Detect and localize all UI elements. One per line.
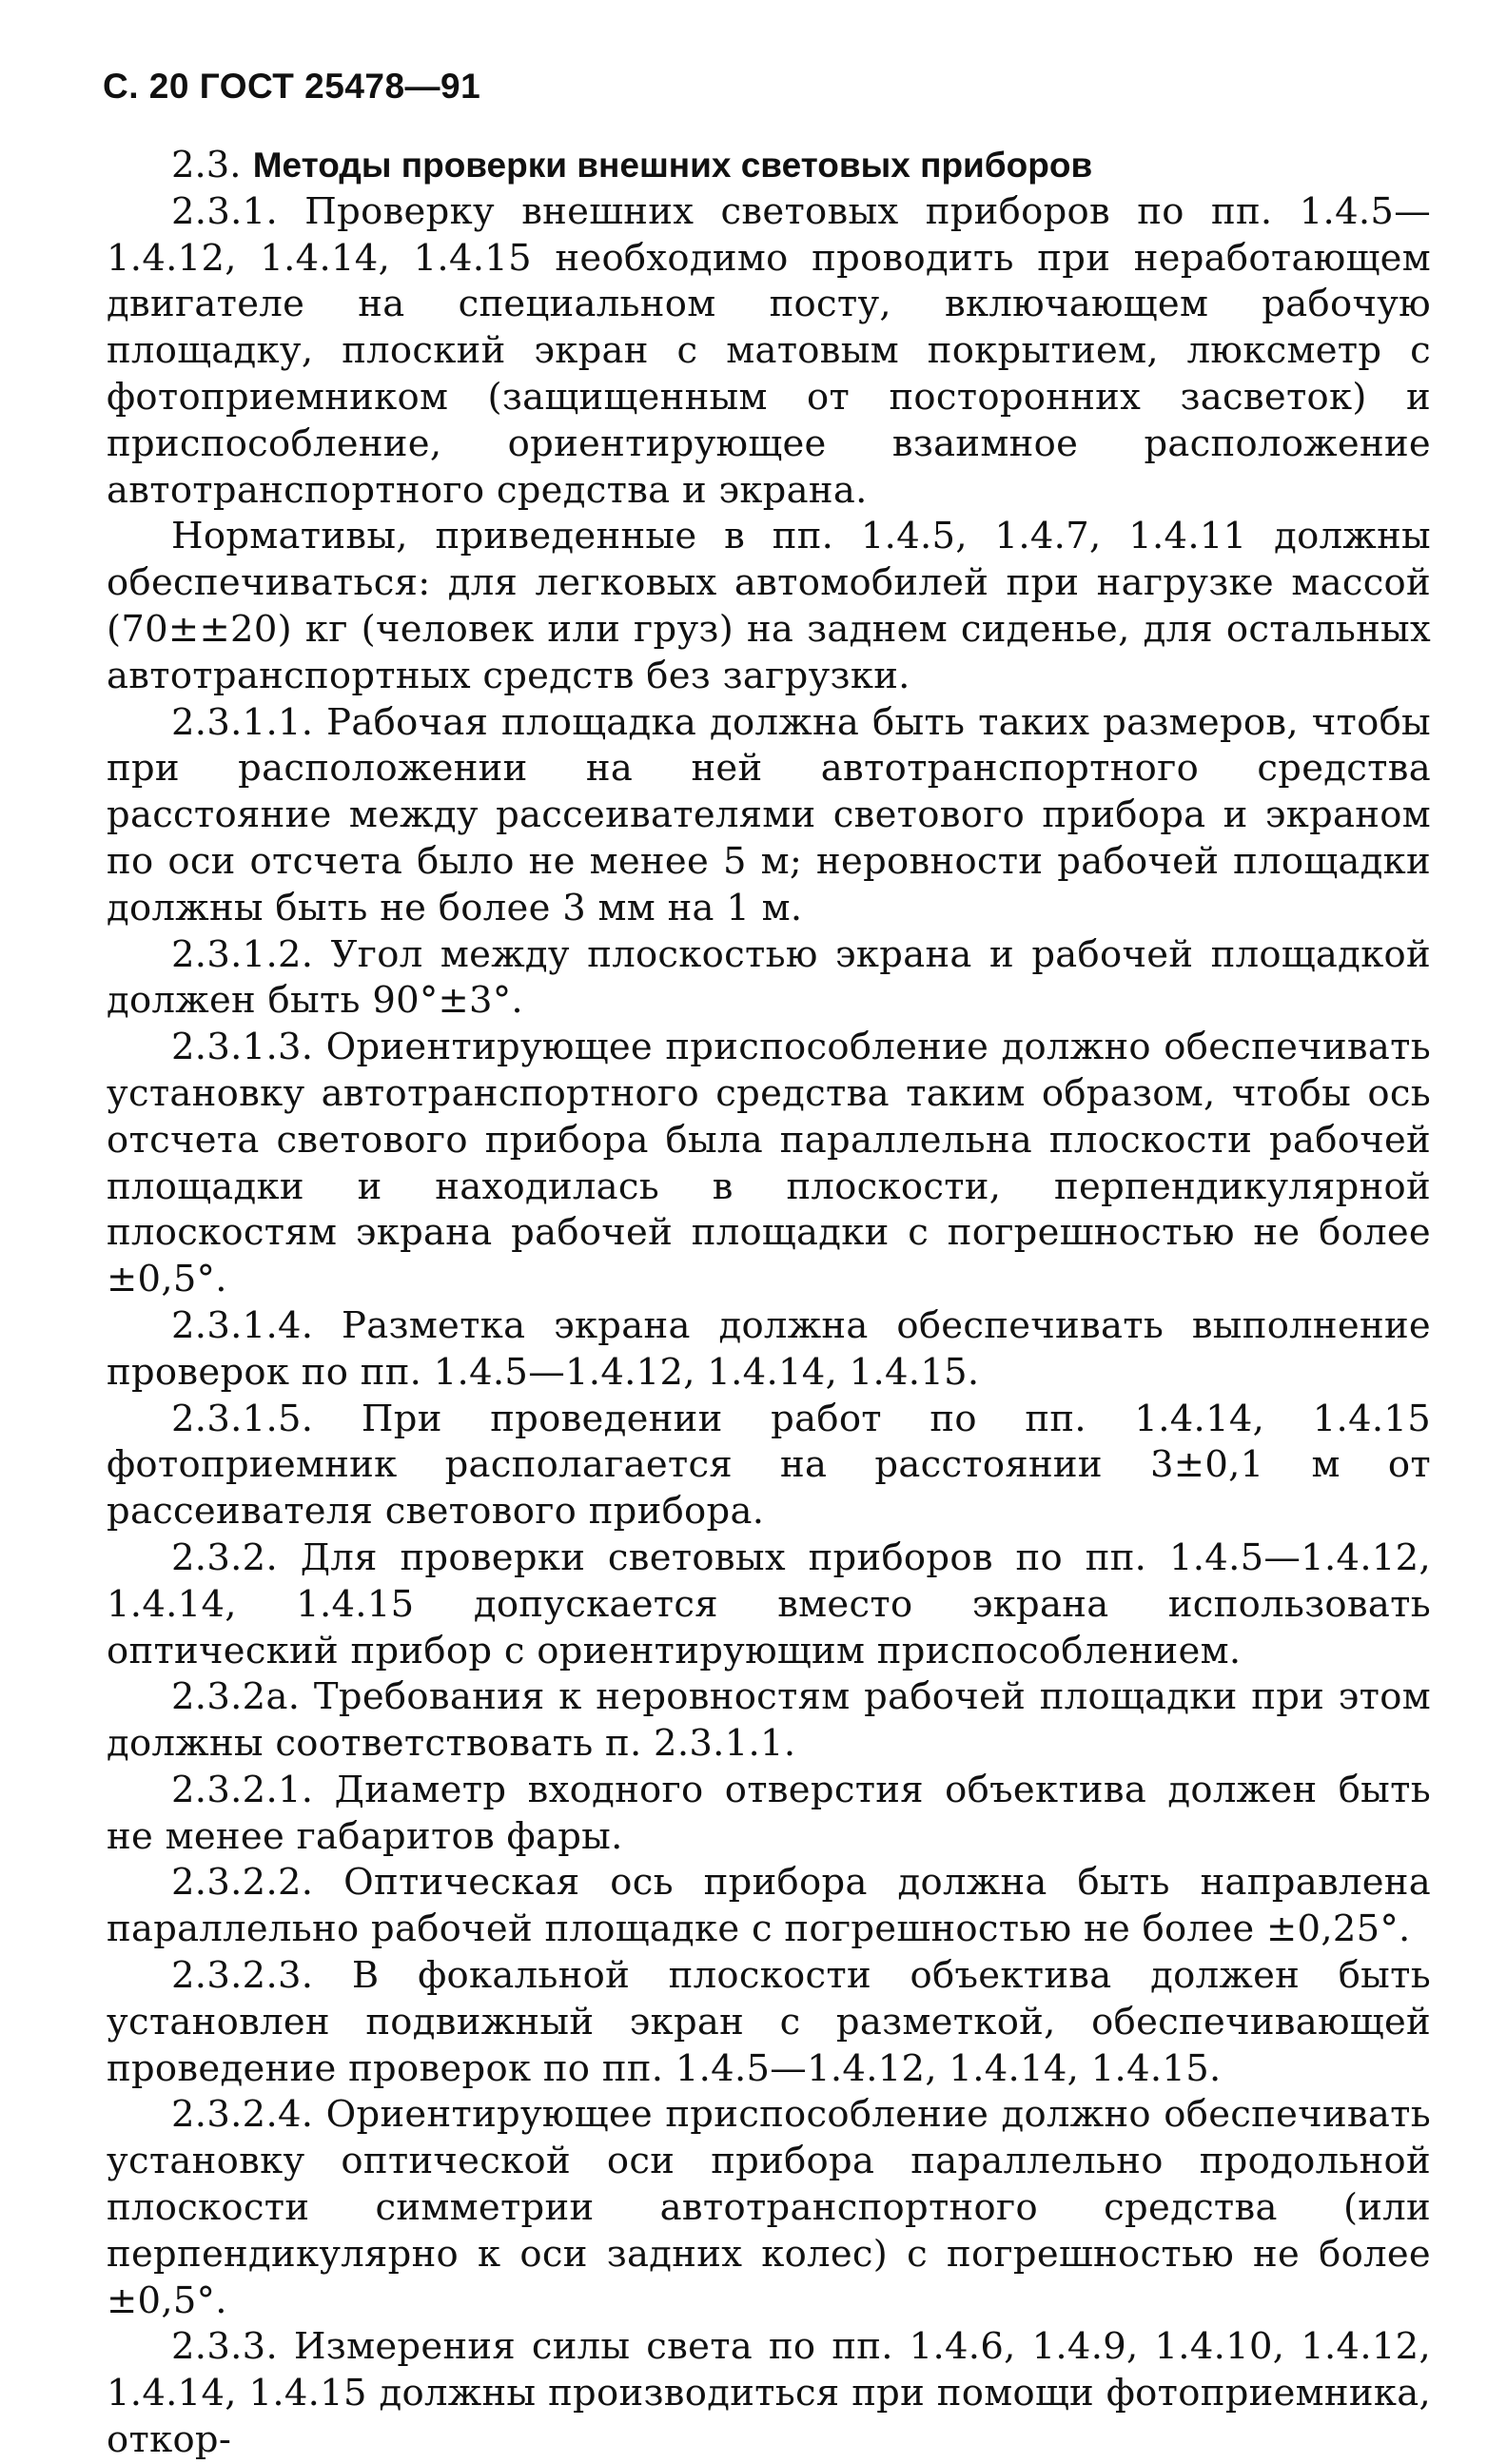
paragraph-2-3-3: 2.3.3. Измерения силы света по пп. 1.4.6, 1.4.9, 1.4.10, 1.4.12, 1.4.14, 1.4.15 должны производиться при помощи фотоприемника, откор- — [107, 2325, 1431, 2462]
paragraph-2-3-1: 2.3.1. Проверку внешних световых приборов по пп. 1.4.5—1.4.12, 1.4.14, 1.4.15 необходимо проводить при неработающем двигателе на специальном посту, включающем рабочую площадку, плоский экран с матовым покрытием, люксметр с фотоприемником (защищенным от посторонних засветок) и приспособление, ориентирующее взаимное расположение автотранспортного средства и экрана. — [107, 189, 1431, 512]
section-heading — [107, 143, 1431, 189]
paragraph-2-3-1-1: 2.3.1.1. Рабочая площадка должна быть таких размеров, чтобы при расположении на ней автотранспортного средства расстояние между рассеивателями светового прибора и экраном по оси отсчета было не менее 5 м; неровности рабочей площадки должны быть не более 3 мм на 1 м. — [107, 700, 1431, 929]
paragraph-2-3-1-3: 2.3.1.3. Ориентирующее приспособление должно обеспечивать установку автотранспортного средства таким образом, чтобы ось отсчета светового прибора была параллельна плоскости рабочей площадки и находилась в плоскости, перпендикулярной плоскостям экрана рабочей площадки с погрешностью не более ±0,5°. — [107, 1026, 1431, 1301]
section-title: Методы проверки внешних световых приборов — [252, 146, 1093, 185]
document-body — [107, 143, 1431, 2464]
paragraph-2-3-1-2: 2.3.1.2. Угол между плоскостью экрана и рабочей площадкой должен быть 90°±3°. — [107, 932, 1431, 1023]
section-number: 2.3. — [171, 144, 242, 186]
paragraph-2-3-1-4: 2.3.1.4. Разметка экрана должна обеспечивать выполнение проверок по пп. 1.4.5—1.4.12, 1.4.14, 1.4.15. — [107, 1303, 1431, 1394]
paragraph-2-3-1-5: 2.3.1.5. При проведении работ по пп. 1.4.14, 1.4.15 фотоприемник располагается на расстоянии 3±0,1 м от рассеивателя светового прибора. — [107, 1397, 1431, 1534]
paragraph-2-3-2-2: 2.3.2.2. Оптическая ось прибора должна быть направлена параллельно рабочей площадке с погрешностью не более ±0,25°. — [107, 1861, 1431, 1951]
paragraph-2-3-2: 2.3.2. Для проверки световых приборов по пп. 1.4.5—1.4.12, 1.4.14, 1.4.15 допускается вместо экрана использовать оптический прибор с ориентирующим приспособлением. — [107, 1535, 1431, 1672]
page-header: С. 20 ГОСТ 25478—91 — [103, 67, 481, 106]
paragraph-2-3-2-3: 2.3.2.3. В фокальной плоскости объектива должен быть установлен подвижный экран с разметкой, обеспечивающей проведение проверок по пп. 1.4.5—1.4.12, 1.4.14, 1.4.15. — [107, 1954, 1431, 2090]
paragraph-2-3-2a: 2.3.2а. Требования к неровностям рабочей площадки при этом должны соответствовать п. 2.3.1.1. — [107, 1675, 1431, 1766]
paragraph-2-3-2-4: 2.3.2.4. Ориентирующее приспособление должно обеспечивать установку оптической оси прибора параллельно продольной плоскости симметрии автотранспортного средства (или перпендикулярно к оси задних колес) с погрешностью не более ±0,5°. — [107, 2093, 1431, 2322]
paragraph-norms: Нормативы, приведенные в пп. 1.4.5, 1.4.7, 1.4.11 должны обеспечиваться: для легковых автомобилей при нагрузке массой (70±±20) кг (человек или груз) на заднем сиденье, для остальных автотранспортных средств без загрузки. — [107, 515, 1431, 697]
paragraph-2-3-2-1: 2.3.2.1. Диаметр входного отверстия объектива должен быть не менее габаритов фары. — [107, 1768, 1431, 1858]
